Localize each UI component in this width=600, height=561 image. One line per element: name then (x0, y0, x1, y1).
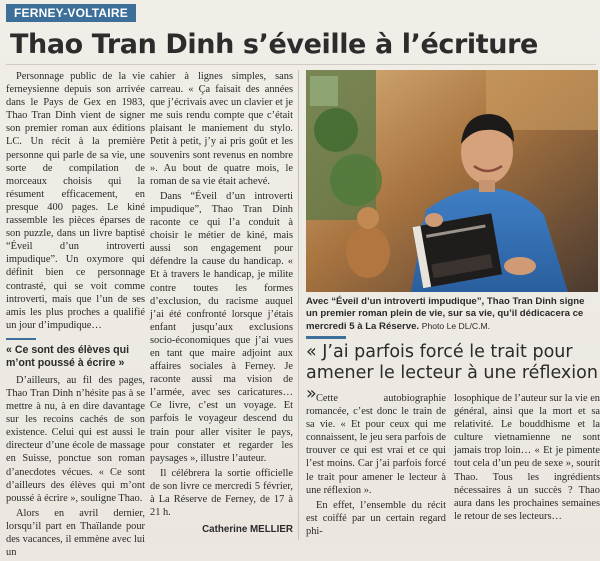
column-3 (306, 392, 446, 540)
pull-quote-rule (306, 336, 346, 339)
column-4 (454, 392, 600, 525)
paragraph: Personnage public de la vie ferneysienne depuis son arrivée dans le Pays de Gex en 1983, Thao Tran Dinh vient de signer son premier roman aux éditions LC. Un récit à la première personne qui parle de sa vie, une sorte de compilation de morceaux choisis qui la résument efficacement, en presque 400 pages. Le kiné rassemble les pièces éparses de son puzzle, dans un livre baptisé “Éveil d’un introverti impudique”. Un oxymore qui définit bien ce personnage contrasté, qui se voit comme introverti, mais que l’un de ses amis les plus proches a qualifié un jour d’impudique… (6, 71, 145, 331)
paragraph: cahier à lignes simples, sans carreau. « Ça faisait des années que j’écrivais avec un clavier et je me suis rendu compte que c’était plaisant le maniement du stylo. Petit à petit, j’y ai pris goût et les souvenirs sont revenus en nombre ». Au bout de quatre mois, le roman de sa vie était achevé. (150, 71, 293, 187)
article-photo (306, 70, 598, 292)
subheading-text: « Ce sont des élèves qui m’ont poussé à écrire » (6, 343, 130, 369)
column-divider (298, 70, 299, 540)
paragraph: losophique de l’auteur sur la vie en général, ainsi que la mort et sa relativité. Le bouddhisme et la culture vietnamienne ne sont jamais trop loin… « Et je pimente tout cela d’un peu de sexe », sourit Thao. Tous les ingrédients nécessaires à un succès ? Thao aura dans les prochaines semaines le retour de ses lecteurs… (454, 393, 600, 522)
author-signature: Catherine MELLIER (202, 524, 293, 536)
photo-credit: Photo Le DL/C.M. (421, 321, 491, 331)
subheading-rule (6, 338, 36, 340)
paragraph: Dans “Éveil d’un introverti impudique”, Thao Tran Dinh raconte ce qui l’a conduit à choisir le métier de kiné, mais aussi son engagement pour défendre la cause du handicap. « Et à travers le handicap, je milite contre toutes les formes d’exclusion, du racisme auquel j’ai été confronté lorsque j’étais enfant jusqu’aux exclusions socio-économiques que j’ai vues en tant que maire adjoint aux affaires sociales à Ferney. Je raconte aussi ma vision de l’armée, avec ses caricatures… Ce livre, c’est un voyage. Et parfois le voyageur descend du train pour aller visiter le pays, pour constater et regarder les paysages », illustre l’auteur. (150, 190, 293, 464)
section-rubric: FERNEY-VOLTAIRE (6, 4, 136, 22)
column-1 (6, 70, 145, 561)
inline-subheading (6, 338, 145, 370)
title-divider (6, 64, 596, 65)
article-title: Thao Tran Dinh s’éveille à l’écriture (10, 29, 538, 60)
paragraph: D’ailleurs, au fil des pages, Thao Tran Dinh n’hésite pas à se mettre à nu, à en dire davantage sur les recoins cachés de son existence. Celui qui est aussi le directeur d’une école de massage en Suisse, ponctue son roman d’anecdotes vécues. « Ce sont d’ailleurs des élèves qui m’ont poussé à écrire », souligne Thao. (6, 374, 145, 504)
paragraph: En effet, l’ensemble du récit est coiffé par un certain regard phi- (306, 499, 446, 537)
paragraph: Cette autobiographie romancée, c’est donc le train de sa vie. « Et pour ceux qui me connaissent, le jeu sera parfois de trouver ce qui est vrai et ce qui l’est moins. Car j’ai parfois forcé le trait pour amener le lecteur à une réflexion ». (306, 393, 446, 496)
caption-text: Avec “Éveil d’un introverti impudique”, Thao Tran Dinh signe un premier roman plein de vie, sur sa vie, qu’il dédicacera ce mercredi 5 à La Réserve. (306, 296, 585, 332)
pull-quote-text: « J’ai parfois forcé le trait pour amener le lecteur à une réflexion » (306, 342, 598, 404)
photo-caption (306, 296, 598, 333)
paragraph: Il célébrera la sortie officielle de son livre ce mercredi 5 février, à La Réserve de Ferney, de 17 à 21 h. (150, 467, 293, 519)
paragraph: Alors en avril dernier, lorsqu’il part en Thaïlande pour des vacances, il emmène avec lui un (6, 507, 145, 559)
column-2 (150, 70, 293, 536)
photo-illustration (306, 70, 598, 292)
